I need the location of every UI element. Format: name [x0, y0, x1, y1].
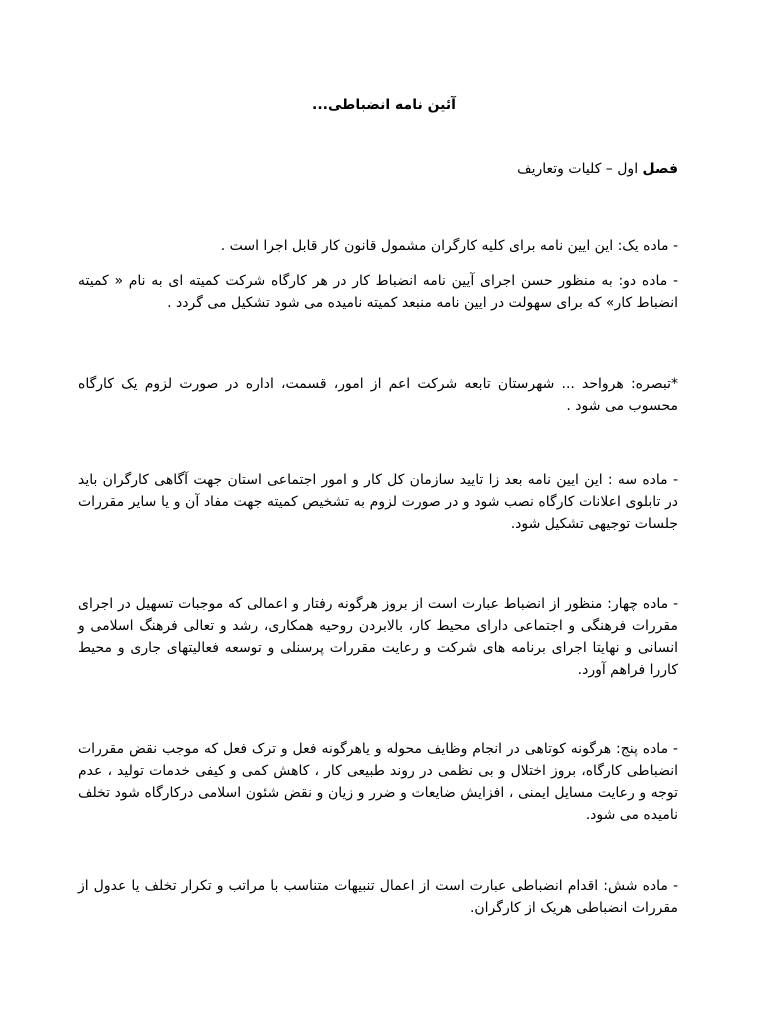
chapter-heading	[517, 161, 678, 177]
article-1: - ماده یک: این ایین نامه برای کلیه کارگران مشمول قانون کار قابل اجرا است .	[220, 238, 678, 254]
document-title: آئین نامه انضباطی...	[312, 97, 456, 113]
chapter-heading-rest: اول – کلیات وتعاریف	[517, 161, 643, 177]
article-2: - ماده دو: به منظور حسن اجرای آیین نامه انضباط کار در هر کارگاه شرکت کمیته ای به نام « کمیته انضباط کار» که برای سهولت در ایین نامه منبعد کمیته نامیده می شود تشکیل می گردد .	[78, 273, 678, 311]
article-6: - ماده شش: اقدام انضباطی عبارت است از اعمال تنبیهات متناسب با مراتب و تکرار تخلف یا عدول از مقررات انضباطی هریک از کارگران.	[78, 878, 678, 916]
chapter-heading-bold: فصل	[642, 161, 678, 177]
article-4: - ماده چهار: منظور از انضباط عبارت است از بروز هرگونه رفتار و اعمالی که موجبات تسهیل در اجرای مقررات فرهنگی و اجتماعی دارای محیط کار، بالابردن روحیه همکاری، رشد و تعالی فرهنگ اسلامی و انسانی و نهایتا اجرای برنامه های شرکت و رعایت مقررات پرسنلی و توسعه فعالیتهای جاری و محیط کاررا فراهم آورد.	[78, 596, 678, 678]
note-1: *تبصره: هرواحد ... شهرستان تابعه شرکت اعم از امور، قسمت، اداره در صورت لزوم یک کارگاه محسوب می شود .	[78, 376, 678, 414]
article-5: - ماده پنج: هرگونه کوتاهی در انجام وظایف محوله و یاهرگونه فعل و ترک فعل که موجب نقض مقررات انضباطی کارگاه، بروز اختلال و بی نظمی در روند طبیعی کار ، کاهش کمی و کیفی خدمات تولید ، عدم توجه و رعایت مسایل ایمنی ، افزایش ضایعات و ضرر و زیان و نقض شئون اسلامی درکارگاه شود تخلف نامیده می شود.	[78, 741, 678, 823]
article-3: - ماده سه : این ایین نامه بعد زا تایید سازمان کل کار و امور اجتماعی استان جهت آگاهی کارگران باید در تابلوی اعلانات کارگاه نصب شود و در صورت لزوم به تشخیص کمیته جهت مفاد آن و یا سایر مقررات جلسات توجیهی تشکیل شود.	[78, 472, 678, 532]
